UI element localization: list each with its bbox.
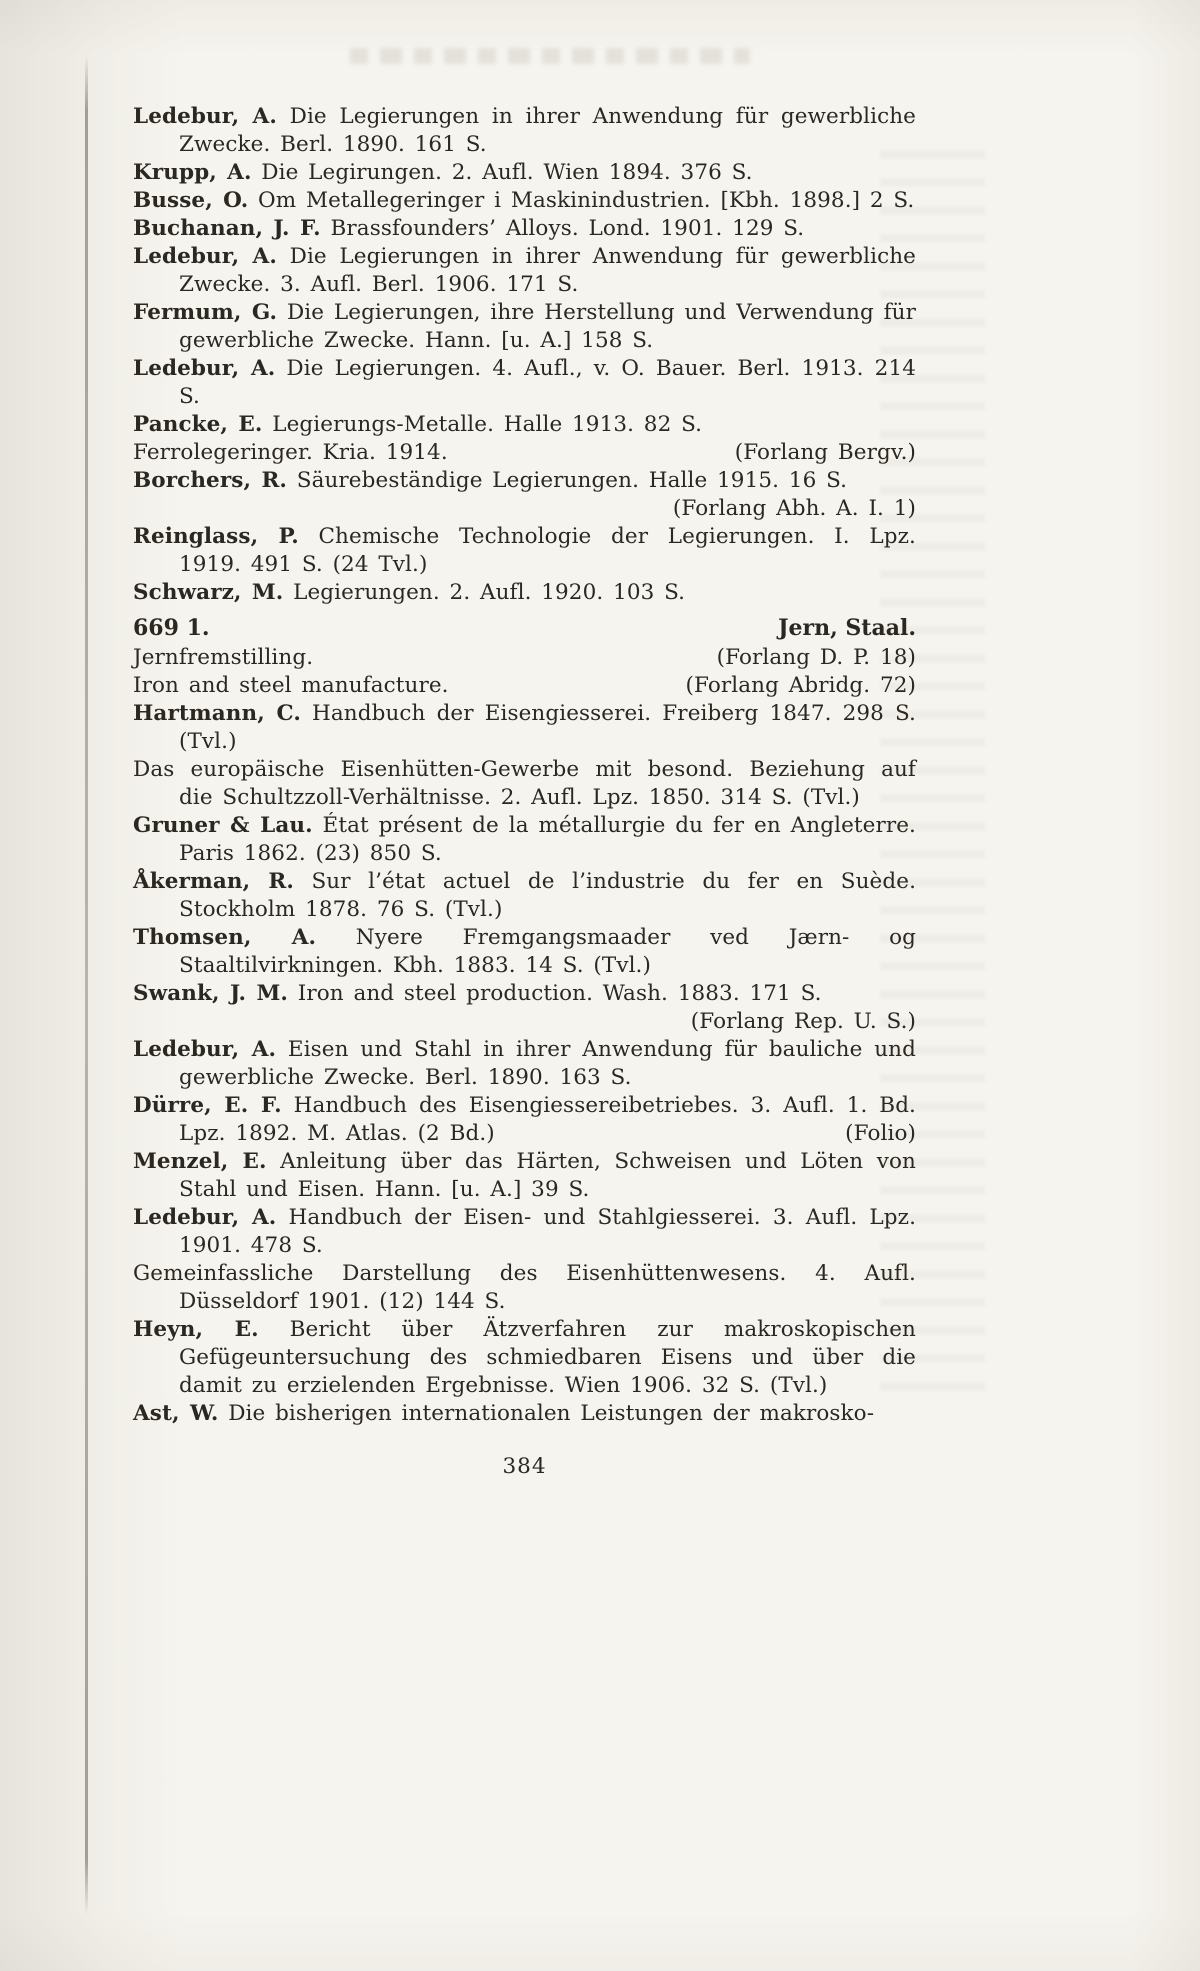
bibliography-entry: Das europäische Eisenhütten-Gewerbe mit besond. Beziehung auf die Schultzzoll-Verhältnisse. 2. Aufl. Lpz. 1850. 314 S. (Tvl.) xyxy=(133,757,916,810)
entry-author: Ast, W. xyxy=(133,1401,219,1426)
bibliography-entry: Dürre, E. F. Handbuch des Eisengiessereibetriebes. 3. Aufl. 1. Bd. Lpz. 1892. M. Atlas. (2 Bd.) (Folio) xyxy=(133,1093,916,1146)
entry-author: Heyn, E. xyxy=(133,1317,259,1342)
bibliography-entry: Krupp, A. Die Legirungen. 2. Aufl. Wien 1894. 376 S. xyxy=(133,160,753,185)
bibliography-entry: Borchers, R. Säurebeständige Legierungen. Halle 1915. 16 S. (Forlang Abh. A. I. 1) xyxy=(133,468,916,521)
iron-steel-entry-list xyxy=(133,644,916,1428)
bibliography-entry: Gemeinfassliche Darstellung des Eisenhüttenwesens. 4. Aufl. Düsseldorf 1901. (12) 144 S. xyxy=(133,1261,916,1314)
entry-author: Pancke, E. xyxy=(133,412,263,437)
section-class-number: 669 1. xyxy=(133,615,210,641)
bibliography-entry: Thomsen, A. Nyere Fremgangsmaader ved Jærn- og Staaltilvirkningen. Kbh. 1883. 14 S. (Tvl.) xyxy=(133,925,916,978)
entry-author: Gruner & Lau. xyxy=(133,813,313,838)
bibliography-entry: Ast, W. Die bisherigen internationalen Leistungen der makrosko- xyxy=(133,1401,875,1426)
entry-author: Krupp, A. xyxy=(133,160,252,185)
entry-author: Busse, O. xyxy=(133,188,249,213)
bibliography-entry: Pancke, E. Legierungs-Metalle. Halle 1913. 82 S. xyxy=(133,412,703,437)
bibliography-entry: Busse, O. Om Metallegeringer i Maskinindustrien. [Kbh. 1898.] 2 S. xyxy=(133,188,915,213)
entry-location-note: (Forlang Abh. A. I. 1) xyxy=(672,496,916,521)
bibliography-entry: Reinglass, P. Chemische Technologie der Legierungen. I. Lpz. 1919. 491 S. (24 Tvl.) xyxy=(133,524,916,577)
entry-author: Ledebur, A. xyxy=(133,1205,277,1230)
bibliography-entry: Hartmann, C. Handbuch der Eisengiesserei. Freiberg 1847. 298 S. (Tvl.) xyxy=(133,701,916,754)
entry-location-note: (Forlang Rep. U. S.) xyxy=(690,1009,916,1034)
bibliography-entry: Fermum, G. Die Legierungen, ihre Herstellung und Verwendung für gewerbliche Zwecke. Hann. [u. A.] 158 S. xyxy=(133,300,916,353)
bibliography-entry: Åkerman, R. Sur l’état actuel de l’industrie du fer en Suède. Stockholm 1878. 76 S. (Tvl.) xyxy=(133,869,916,922)
section-header xyxy=(133,614,916,642)
bibliography-entry: Heyn, E. Bericht über Ätzverfahren zur makroskopischen Gefügeuntersuchung des schmiedbaren Eisens und über die damit zu erzielenden Ergebnisse. Wien 1906. 32 S. (Tvl.) xyxy=(133,1317,916,1398)
page-gutter-shadow xyxy=(85,55,88,1915)
entry-author: Ledebur, A. xyxy=(133,1037,277,1062)
bibliography-entry: Schwarz, M. Legierungen. 2. Aufl. 1920. 103 S. xyxy=(133,580,686,605)
entry-location-note: (Forlang Abridg. 72) xyxy=(685,673,916,698)
entry-location-note: (Folio) xyxy=(845,1121,916,1146)
entry-author: Schwarz, M. xyxy=(133,580,284,605)
entry-location-note: (Forlang D. P. 18) xyxy=(716,645,916,670)
entry-author: Swank, J. M. xyxy=(133,981,289,1006)
alloys-entry-list xyxy=(133,103,916,607)
entry-location-note: (Forlang Bergv.) xyxy=(734,440,916,465)
entry-author: Buchanan, J. F. xyxy=(133,216,321,241)
bibliography-entry: Jernfremstilling. (Forlang D. P. 18) xyxy=(133,645,916,670)
entry-author: Dürre, E. F. xyxy=(133,1093,282,1118)
entry-author: Ledebur, A. xyxy=(133,244,277,269)
entry-author: Fermum, G. xyxy=(133,300,278,325)
bibliography-entry: Ferrolegeringer. Kria. 1914. (Forlang Bergv.) xyxy=(133,440,916,465)
bibliography-entry: Ledebur, A. Die Legierungen in ihrer Anwendung für gewerbliche Zwecke. 3. Aufl. Berl. 1906. 171 S. xyxy=(133,244,916,297)
bibliography-entry: Ledebur, A. Eisen und Stahl in ihrer Anwendung für bauliche und gewerbliche Zwecke. Berl. 1890. 163 S. xyxy=(133,1037,916,1090)
bibliography-entry: Buchanan, J. F. Brassfounders’ Alloys. Lond. 1901. 129 S. xyxy=(133,216,805,241)
bibliography-entry: Iron and steel manufacture. (Forlang Abridg. 72) xyxy=(133,673,916,698)
page-number: 384 xyxy=(502,1454,547,1479)
bibliography-entry: Ledebur, A. Die Legierungen in ihrer Anwendung für gewerbliche Zwecke. Berl. 1890. 161 S. xyxy=(133,104,916,157)
section-title: Jern, Staal. xyxy=(778,615,916,641)
entry-author: Borchers, R. xyxy=(133,468,287,493)
bibliography-entry: Swank, J. M. Iron and steel production. Wash. 1883. 171 S. (Forlang Rep. U. S.) xyxy=(133,981,916,1034)
bibliography-entry: Ledebur, A. Handbuch der Eisen- und Stahlgiesserei. 3. Aufl. Lpz. 1901. 478 S. xyxy=(133,1205,917,1258)
entry-author: Ledebur, A. xyxy=(133,356,276,381)
bibliography-entry: Gruner & Lau. État présent de la métallurgie du fer en Angleterre. Paris 1862. (23) 850 S. xyxy=(133,813,916,866)
bibliography-entry: Menzel, E. Anleitung über das Härten, Schweisen und Löten von Stahl und Eisen. Hann. [u. A.] 39 S. xyxy=(133,1149,916,1202)
entry-author: Ledebur, A. xyxy=(133,104,277,129)
bibliography-entry: Ledebur, A. Die Legierungen. 4. Aufl., v. O. Bauer. Berl. 1913. 214 S. xyxy=(133,356,917,409)
entry-author: Hartmann, C. xyxy=(133,701,301,726)
bleedthrough-ghost-text xyxy=(350,48,750,64)
entry-author: Thomsen, A. xyxy=(133,925,317,950)
entry-author: Åkerman, R. xyxy=(133,869,294,894)
bibliography-text-block xyxy=(133,103,916,1479)
entry-author: Reinglass, P. xyxy=(133,524,299,549)
entry-author: Menzel, E. xyxy=(133,1149,267,1174)
